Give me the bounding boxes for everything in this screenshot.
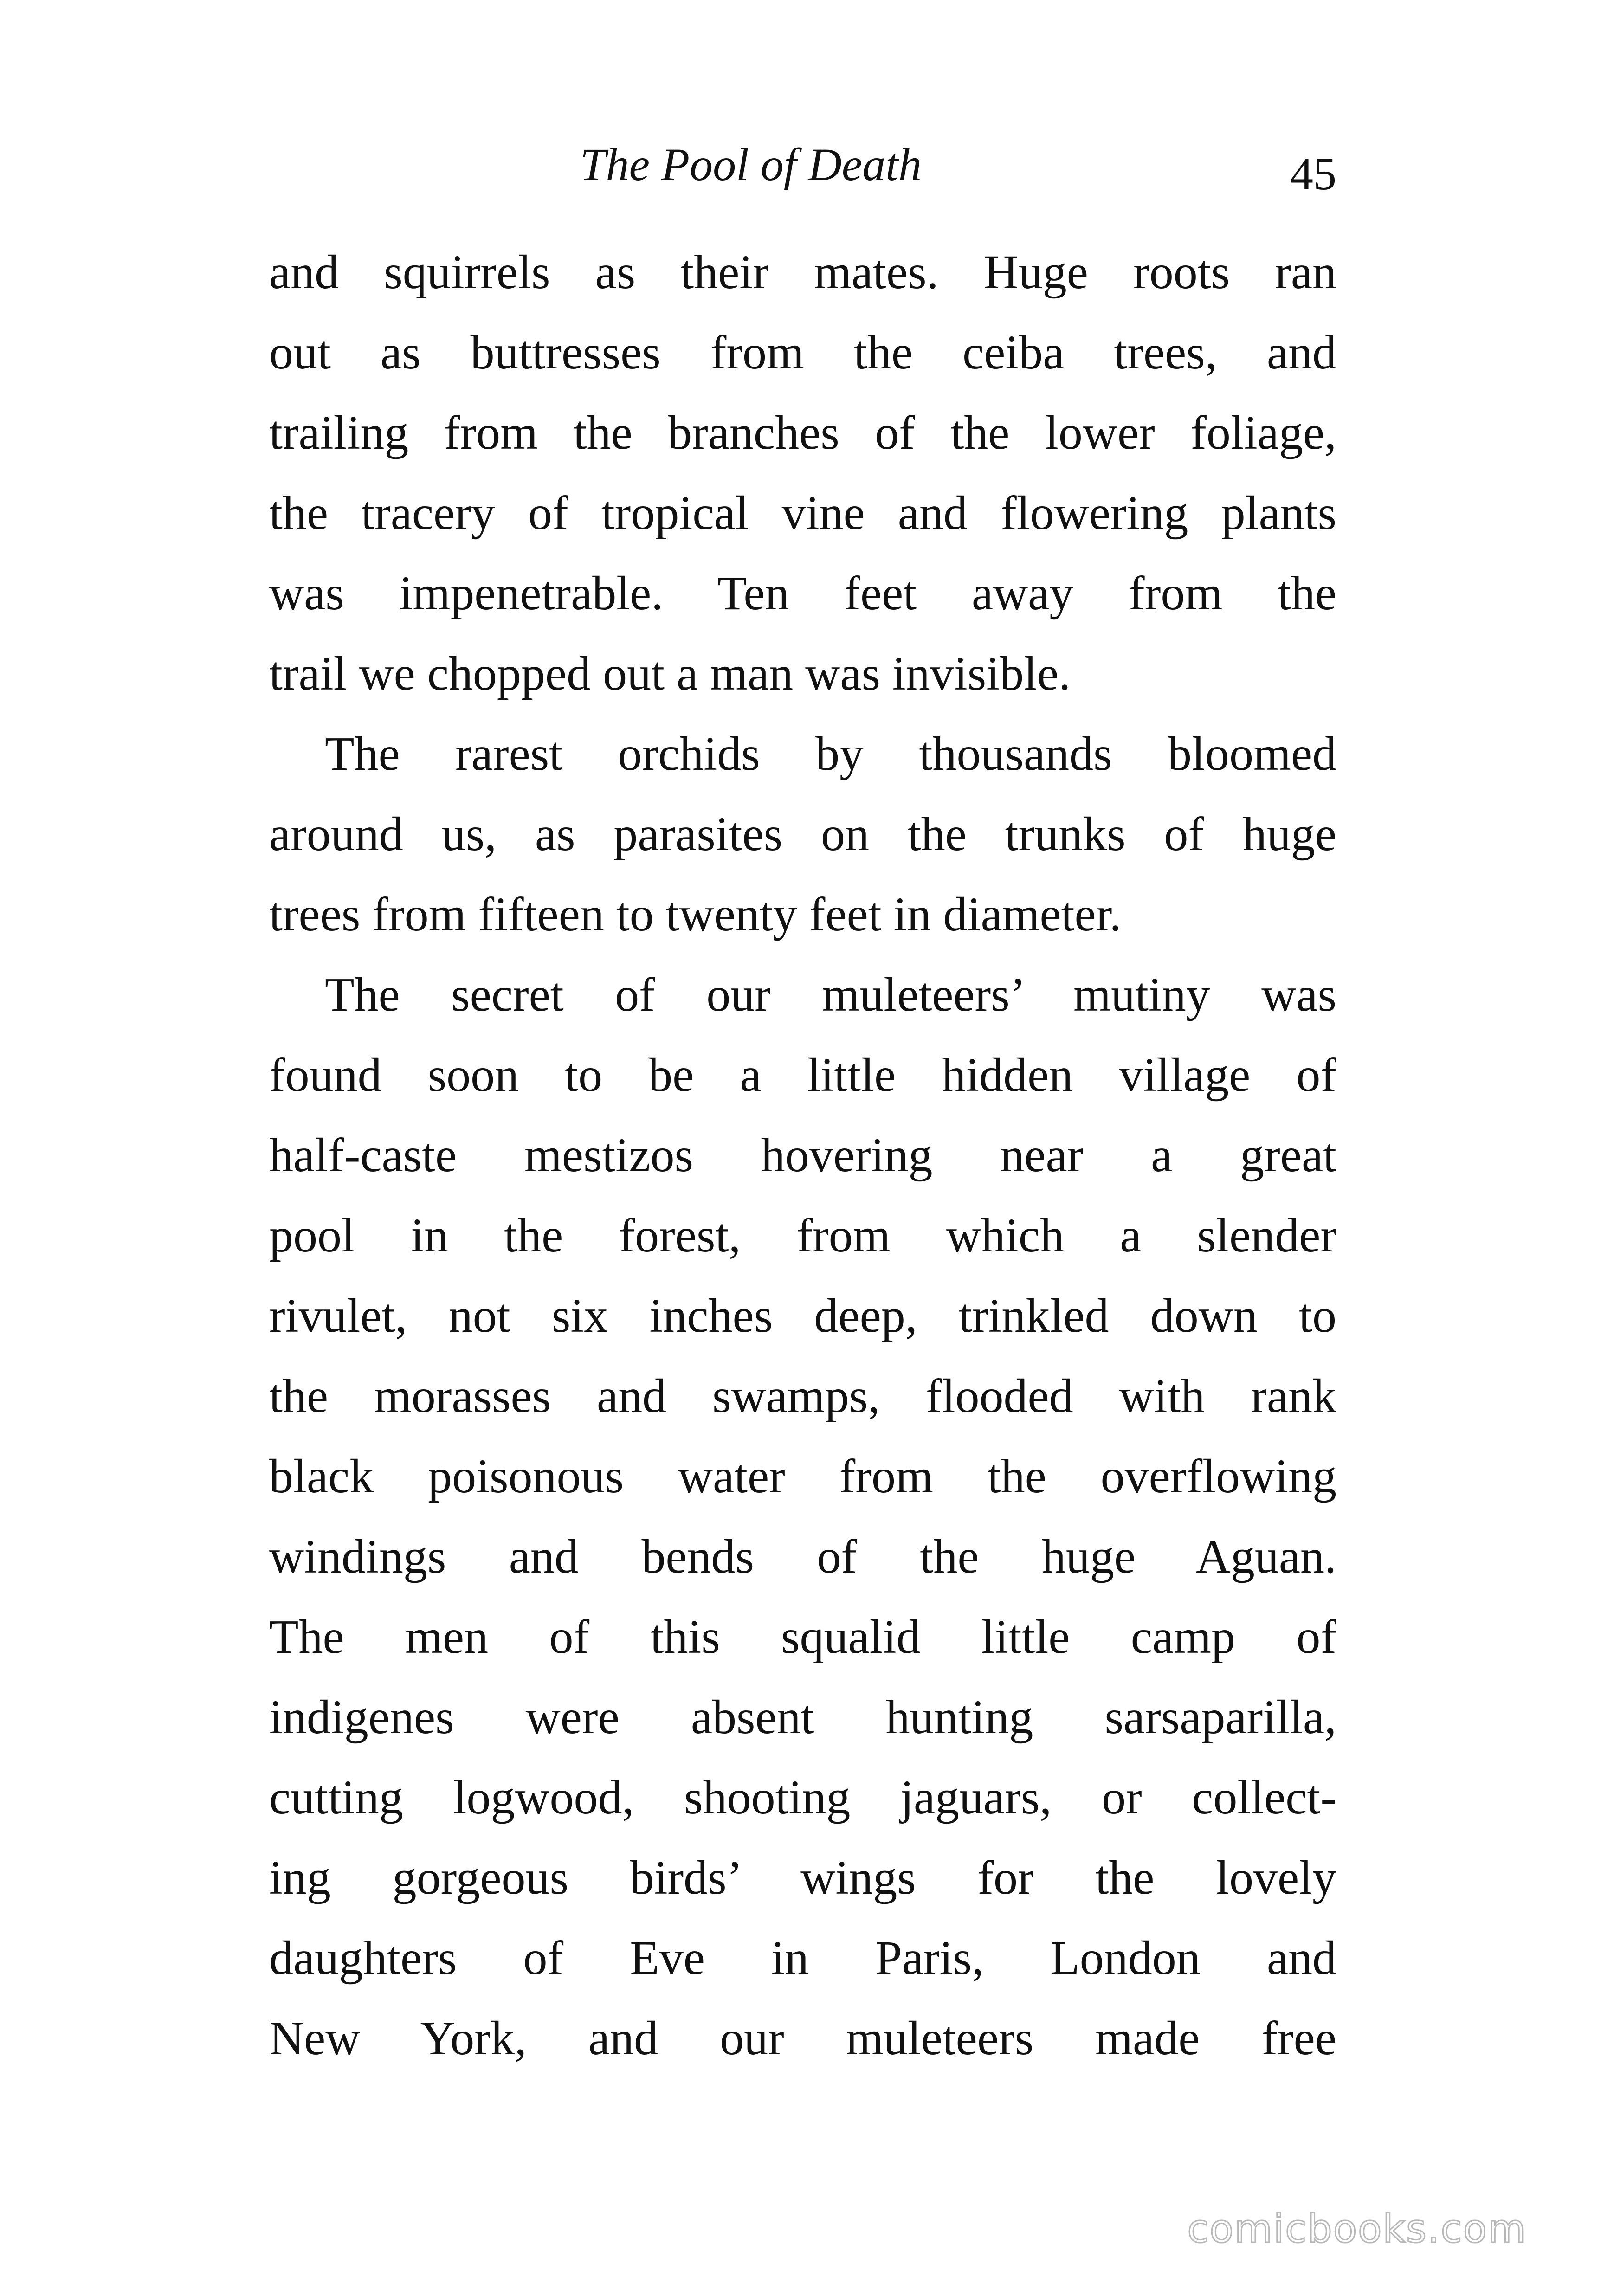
text-line: and squirrels as their mates. Huge roots ran bbox=[269, 245, 1336, 299]
text-line: ing gorgeous birds’ wings for the lovely bbox=[269, 1851, 1336, 1904]
text-line: black poisonous water from the overflowing bbox=[269, 1450, 1336, 1503]
text-line: daughters of Eve in Paris, London and bbox=[269, 1931, 1336, 1985]
text-line: pool in the forest, from which a slender bbox=[269, 1209, 1336, 1262]
text-line: half-caste mestizos hovering near a great bbox=[269, 1129, 1336, 1182]
text-line: trailing from the branches of the lower foliage, bbox=[269, 406, 1336, 459]
page-number: 45 bbox=[1290, 148, 1336, 200]
watermark: comicbooks.com bbox=[1187, 2206, 1527, 2251]
text-line: the morasses and swamps, flooded with rank bbox=[269, 1369, 1336, 1423]
text-line: around us, as parasites on the trunks of huge bbox=[269, 807, 1336, 861]
text-line: trees from fifteen to twenty feet in diameter. bbox=[269, 888, 1122, 941]
text-line: rivulet, not six inches deep, trinkled down to bbox=[269, 1289, 1336, 1342]
text-line: The men of this squalid little camp of bbox=[269, 1610, 1336, 1664]
text-line: windings and bends of the huge Aguan. bbox=[269, 1530, 1336, 1583]
running-head bbox=[269, 132, 1336, 200]
text-line: The secret of our muleteers’ mutiny was bbox=[325, 968, 1336, 1021]
text-line: found soon to be a little hidden village of bbox=[269, 1048, 1336, 1102]
body-text bbox=[269, 232, 1336, 2078]
text-line: out as buttresses from the ceiba trees, and bbox=[269, 326, 1336, 379]
text-line: cutting logwood, shooting jaguars, or collect- bbox=[269, 1771, 1336, 1824]
text-line: was impenetrable. Ten feet away from the bbox=[269, 567, 1336, 620]
text-line: New York, and our muleteers made free bbox=[269, 2012, 1336, 2065]
text-line: indigenes were absent hunting sarsaparilla, bbox=[269, 1690, 1336, 1744]
text-line: The rarest orchids by thousands bloomed bbox=[325, 727, 1336, 780]
text-line: the tracery of tropical vine and flowering plants bbox=[269, 486, 1336, 540]
running-title: The Pool of Death bbox=[580, 139, 922, 190]
text-line: trail we chopped out a man was invisible. bbox=[269, 647, 1071, 700]
